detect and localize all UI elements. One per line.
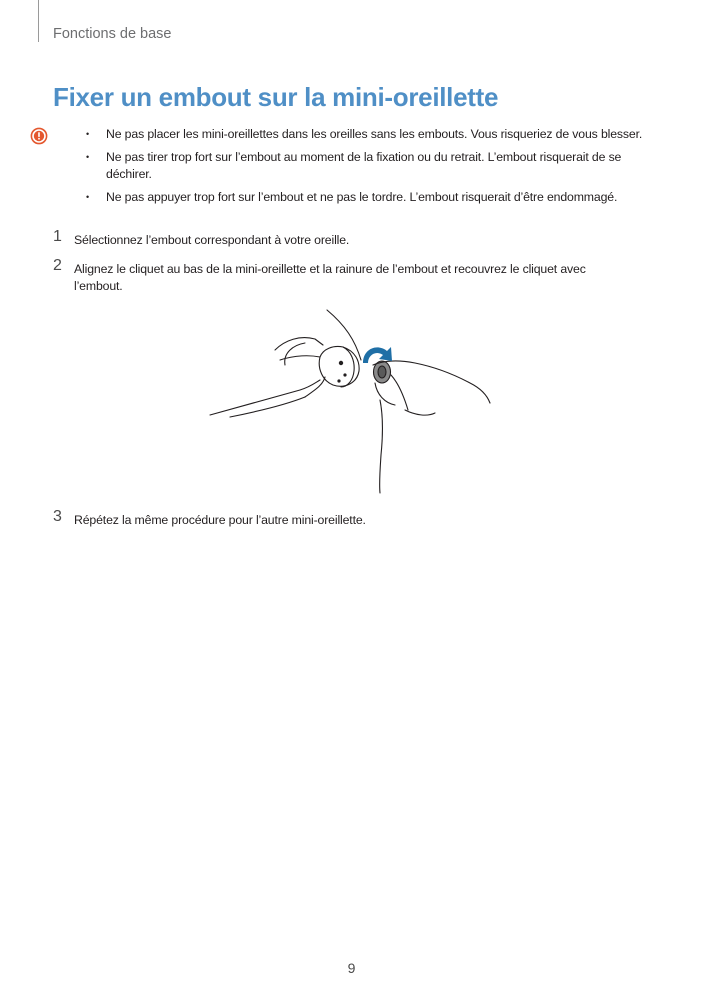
left-arm bbox=[230, 397, 305, 417]
left-hand bbox=[285, 343, 305, 365]
caution-item: • Ne pas placer les mini-oreillettes dans les oreilles sans les embouts. Vous risqueriez de vous blesser. bbox=[86, 126, 666, 143]
step-number: 3 bbox=[53, 508, 62, 525]
right-hand bbox=[380, 400, 383, 493]
step-1 bbox=[53, 228, 633, 249]
rotate-arrow-icon bbox=[363, 347, 392, 363]
right-hand bbox=[373, 361, 490, 403]
caution-icon bbox=[30, 127, 48, 145]
step-2 bbox=[53, 257, 633, 295]
step-text: Alignez le cliquet au bas de la mini-oreillette et la rainure de l’embout et recouvrez le cliquet avec l’embout. bbox=[74, 262, 586, 293]
caution-item: • Ne pas appuyer trop fort sur l’embout et ne pas le tordre. L’embout risquerait d’être endommagé. bbox=[86, 189, 666, 206]
section-header: Fonctions de base bbox=[53, 26, 172, 42]
caution-item: • Ne pas tirer trop fort sur l’embout au moment de la fixation ou du retrait. L’embout risquerait de se déchirer. bbox=[86, 149, 666, 183]
step-number: 2 bbox=[53, 257, 62, 274]
left-hand bbox=[275, 338, 323, 350]
page-title: Fixer un embout sur la mini-oreillette bbox=[53, 82, 499, 112]
cable bbox=[327, 310, 361, 360]
right-hand bbox=[375, 383, 395, 405]
attach-ear-tip-illustration bbox=[205, 305, 500, 495]
step-text: Répétez la même procédure pour l’autre mini-oreillette. bbox=[74, 513, 366, 527]
page-number: 9 bbox=[347, 960, 356, 976]
step-text: Sélectionnez l’embout correspondant à votre oreille. bbox=[74, 233, 350, 247]
step-number: 1 bbox=[53, 228, 62, 245]
right-hand bbox=[405, 410, 435, 415]
margin-rule bbox=[38, 0, 39, 42]
step-3 bbox=[53, 508, 633, 529]
caution-list bbox=[86, 126, 666, 212]
